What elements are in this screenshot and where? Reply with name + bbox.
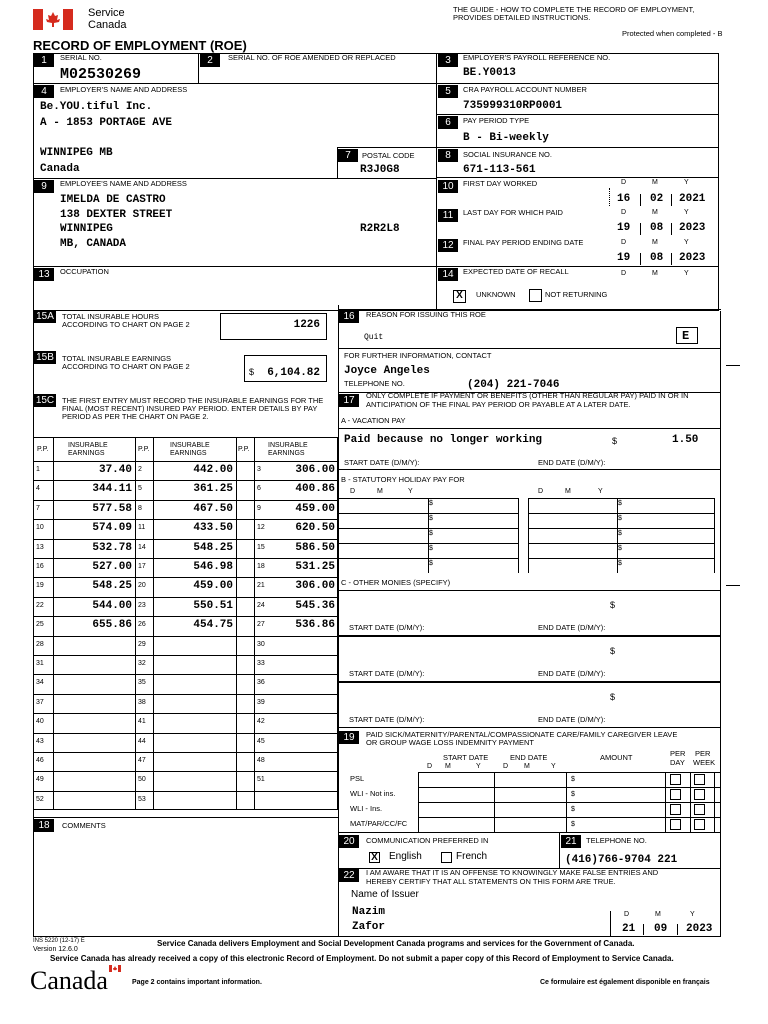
contact-name[interactable]: Joyce Angeles bbox=[344, 365, 430, 377]
box-14-number: 14 bbox=[438, 268, 458, 281]
pay-period-number: 33 bbox=[257, 660, 265, 667]
pay-period-number: 28 bbox=[36, 640, 44, 648]
y-header: Y bbox=[684, 239, 689, 246]
pay-period-number: 38 bbox=[138, 698, 146, 706]
ie-header: INSURABLE bbox=[268, 442, 308, 449]
per-day-header-2: DAY bbox=[670, 758, 685, 767]
employee-province[interactable]: MB, CANADA bbox=[60, 238, 127, 250]
m-header: M bbox=[655, 911, 661, 918]
ie-header-2: EARNINGS bbox=[170, 450, 207, 457]
insurable-earnings-cell[interactable]: 306.00 bbox=[295, 464, 335, 476]
box-15c-number: 15C bbox=[35, 395, 55, 406]
stat-dollar: $ bbox=[429, 560, 433, 567]
pay-period-number: 29 bbox=[138, 640, 146, 648]
box-22-line-2: HEREBY CERTIFY THAT ALL STATEMENTS ON THIS FORM ARE TRUE. bbox=[366, 877, 616, 886]
insurable-earnings-cell[interactable]: 400.86 bbox=[295, 483, 335, 496]
d-header: D bbox=[621, 209, 627, 216]
leave-type-label: WLI - Not ins. bbox=[350, 789, 396, 798]
box-5-number: 5 bbox=[438, 85, 458, 98]
unknown-checkbox[interactable]: X bbox=[453, 290, 466, 303]
insurable-earnings-cell[interactable]: 546.98 bbox=[193, 561, 233, 573]
box-20-label: COMMUNICATION PREFERRED IN bbox=[366, 836, 489, 845]
insurable-earnings-cell[interactable]: 37.40 bbox=[98, 464, 132, 476]
footer-line-2: Service Canada has already received a copy of this electronic Record of Employment. Do not submit a paper copy of this Record of Employment to Service Canada. bbox=[50, 954, 674, 963]
employer-name[interactable]: Be.YOU.tiful Inc. bbox=[40, 101, 153, 113]
amount-header: AMOUNT bbox=[600, 753, 633, 762]
form-frame-lower bbox=[33, 311, 721, 937]
box-10-label: FIRST DAY WORKED bbox=[463, 179, 538, 188]
box-22-line-1: I AM AWARE THAT IT IS AN OFFENSE TO KNOWINGLY MAKE FALSE ENTRIES AND bbox=[366, 868, 659, 877]
first-day-m[interactable]: 02 bbox=[650, 193, 664, 205]
employer-address[interactable]: A - 1853 PORTAGE AVE bbox=[40, 117, 173, 129]
final-pay-d[interactable]: 19 bbox=[617, 252, 631, 264]
other-end-date: END DATE (D/M/Y): bbox=[538, 715, 606, 724]
box-3-label: EMPLOYER'S PAYROLL REFERENCE NO. bbox=[463, 53, 611, 62]
stat-holiday-label: B - STATUTORY HOLIDAY PAY FOR bbox=[341, 475, 465, 484]
leave-type-label: WLI - Ins. bbox=[350, 804, 383, 813]
insurable-earnings-cell[interactable]: 586.50 bbox=[295, 541, 335, 554]
m-header: M bbox=[565, 488, 571, 495]
box-9-label: EMPLOYEE'S NAME AND ADDRESS bbox=[60, 179, 187, 188]
box-6-number: 6 bbox=[438, 116, 458, 129]
box-15b-label-2: ACCORDING TO CHART ON PAGE 2 bbox=[62, 362, 190, 371]
insurable-earnings-cell[interactable]: 577.58 bbox=[92, 502, 132, 515]
y-header: Y bbox=[551, 763, 556, 770]
pay-period-number: 24 bbox=[257, 601, 265, 609]
pay-period-number: 21 bbox=[257, 582, 265, 590]
insurable-earnings-cell[interactable]: 531.25 bbox=[295, 561, 335, 573]
ie-header-2: EARNINGS bbox=[268, 450, 305, 457]
protected-note: Protected when completed - B bbox=[622, 29, 723, 38]
pay-period-number: 41 bbox=[138, 718, 146, 726]
pay-period-number: 35 bbox=[138, 679, 146, 687]
pay-period-number: 14 bbox=[138, 543, 146, 551]
pay-period-number: 34 bbox=[36, 679, 44, 687]
y-header: Y bbox=[684, 209, 689, 216]
pay-period-number: 19 bbox=[36, 582, 44, 590]
vacation-amount[interactable]: 1.50 bbox=[672, 434, 699, 446]
leave-dollar: $ bbox=[571, 791, 575, 798]
pay-period-number: 17 bbox=[138, 563, 146, 570]
pay-period-number: 15 bbox=[257, 543, 265, 551]
form-version: Version 12.6.0 bbox=[33, 946, 78, 953]
other-dollar: $ bbox=[610, 646, 616, 656]
issuer-label: Name of Issuer bbox=[351, 889, 419, 900]
insurable-earnings-cell[interactable]: 467.50 bbox=[193, 502, 233, 515]
issuer-first-name[interactable]: Nazim bbox=[352, 906, 386, 918]
pay-period-number: 2 bbox=[138, 466, 142, 473]
pay-period-number: 25 bbox=[36, 621, 44, 629]
leave-dollar: $ bbox=[571, 821, 575, 828]
english-checkbox[interactable]: X bbox=[369, 852, 380, 863]
box-4-label: EMPLOYER'S NAME AND ADDRESS bbox=[60, 85, 188, 94]
insurable-earnings-cell[interactable]: 532.78 bbox=[92, 541, 132, 554]
pay-period-number: 22 bbox=[36, 601, 44, 609]
d-header: D bbox=[621, 239, 627, 246]
insurable-earnings-cell[interactable]: 574.09 bbox=[92, 522, 132, 535]
per-day-header: PER bbox=[670, 749, 686, 758]
start-date-label: START DATE (D/M/Y): bbox=[344, 458, 420, 467]
pay-period-number: 1 bbox=[36, 466, 40, 473]
start-date-header: START DATE bbox=[443, 753, 489, 762]
pay-period-number: 45 bbox=[257, 737, 265, 745]
pay-period-number: 6 bbox=[257, 485, 261, 493]
pay-period-number: 27 bbox=[257, 621, 265, 629]
reason-code[interactable]: E bbox=[682, 329, 690, 343]
pay-period-number: 42 bbox=[257, 718, 265, 726]
pay-period-type[interactable]: B - Bi-weekly bbox=[463, 132, 549, 144]
other-dollar: $ bbox=[610, 692, 616, 702]
box-11-number: 11 bbox=[438, 209, 458, 222]
insurable-earnings-cell[interactable]: 655.86 bbox=[92, 619, 132, 632]
box-7-label: POSTAL CODE bbox=[362, 151, 415, 160]
dollar-sign: $ bbox=[249, 367, 255, 377]
insurable-earnings-cell[interactable]: 544.00 bbox=[92, 599, 132, 612]
stat-dollar: $ bbox=[429, 545, 433, 552]
service-label: Service bbox=[88, 7, 125, 19]
other-end-date: END DATE (D/M/Y): bbox=[538, 623, 606, 632]
contact-label: FOR FURTHER INFORMATION, CONTACT bbox=[344, 351, 492, 360]
stat-dollar: $ bbox=[618, 545, 622, 552]
m-header: M bbox=[652, 239, 658, 246]
insurable-earnings-cell[interactable]: 548.25 bbox=[193, 541, 233, 554]
y-header: Y bbox=[684, 179, 689, 186]
d-header: D bbox=[503, 763, 509, 770]
box-12-label: FINAL PAY PERIOD ENDING DATE bbox=[463, 238, 584, 247]
guide-note: THE GUIDE - HOW TO COMPLETE THE RECORD OF EMPLOYMENT, bbox=[453, 5, 695, 14]
issuer-last-name[interactable]: Zafor bbox=[352, 921, 386, 933]
pay-period-number: 31 bbox=[36, 660, 44, 667]
employer-city[interactable]: WINNIPEG MB bbox=[40, 147, 113, 159]
last-day-y[interactable]: 2023 bbox=[679, 222, 706, 234]
pp-header: P.P. bbox=[138, 446, 150, 453]
box-17-number: 17 bbox=[339, 394, 359, 407]
employer-country[interactable]: Canada bbox=[40, 163, 80, 175]
employer-postal-code[interactable]: R3J0G8 bbox=[360, 164, 400, 176]
box-8-number: 8 bbox=[438, 149, 458, 162]
first-day-y[interactable]: 2021 bbox=[679, 193, 706, 205]
pay-period-number: 39 bbox=[257, 698, 265, 706]
other-monies-label: C - OTHER MONIES (SPECIFY) bbox=[341, 578, 451, 587]
page-2-note: Page 2 contains important information. bbox=[132, 979, 262, 986]
insurable-earnings[interactable]: 6,104.82 bbox=[267, 367, 320, 379]
employee-postal-code[interactable]: R2R2L8 bbox=[360, 223, 400, 235]
insurable-earnings-cell[interactable]: 306.00 bbox=[295, 580, 335, 593]
end-date-header: END DATE bbox=[510, 753, 548, 762]
pay-period-number: 13 bbox=[36, 543, 44, 551]
pay-period-number: 4 bbox=[36, 485, 40, 493]
insurable-earnings-cell[interactable]: 620.50 bbox=[295, 522, 335, 535]
box-2-label: SERIAL NO. OF ROE AMENDED OR REPLACED bbox=[228, 53, 396, 62]
box-19-line-2: OR GROUP WAGE LOSS INDEMNITY PAYMENT bbox=[366, 738, 534, 747]
issuer-telephone[interactable]: (416)766-9704 221 bbox=[565, 854, 678, 866]
reason-text[interactable]: Quit bbox=[364, 333, 384, 342]
insurable-earnings-cell[interactable]: 548.25 bbox=[92, 580, 132, 593]
final-pay-y[interactable]: 2023 bbox=[679, 252, 706, 264]
box-8-label: SOCIAL INSURANCE NO. bbox=[463, 150, 552, 159]
d-header: D bbox=[621, 179, 627, 186]
pay-period-number: 48 bbox=[257, 757, 265, 764]
pay-period-number: 47 bbox=[138, 757, 146, 764]
pay-period-number: 36 bbox=[257, 679, 265, 687]
insurable-earnings-cell[interactable]: 454.75 bbox=[193, 619, 233, 632]
vacation-pay-label: A - VACATION PAY bbox=[341, 416, 406, 425]
m-header: M bbox=[652, 179, 658, 186]
stat-dollar: $ bbox=[618, 500, 622, 507]
pay-period-number: 40 bbox=[36, 718, 44, 726]
other-start-date: START DATE (D/M/Y): bbox=[349, 715, 425, 724]
insurable-earnings-cell[interactable]: 361.25 bbox=[193, 483, 233, 496]
box-9-number: 9 bbox=[34, 180, 54, 193]
english-label: English bbox=[389, 851, 422, 862]
insurable-earnings-cell[interactable]: 459.00 bbox=[295, 502, 335, 515]
stat-dollar: $ bbox=[429, 515, 433, 522]
pay-period-number: 12 bbox=[257, 524, 265, 532]
pay-period-number: 11 bbox=[138, 524, 146, 532]
stat-dollar: $ bbox=[429, 500, 433, 507]
last-day-m[interactable]: 08 bbox=[650, 222, 664, 234]
y-header: Y bbox=[598, 488, 603, 495]
pay-period-number: 50 bbox=[138, 776, 146, 784]
box-12-number: 12 bbox=[438, 239, 458, 252]
insurable-earnings-cell[interactable]: 442.00 bbox=[193, 464, 233, 476]
unknown-label: UNKNOWN bbox=[476, 290, 516, 299]
box-13-label: OCCUPATION bbox=[60, 267, 109, 276]
pay-period-number: 8 bbox=[138, 504, 142, 512]
d-header: D bbox=[427, 763, 433, 770]
issue-y[interactable]: 2023 bbox=[686, 923, 713, 935]
box-5-label: CRA PAYROLL ACCOUNT NUMBER bbox=[463, 85, 587, 94]
ie-header: INSURABLE bbox=[170, 442, 210, 449]
insurable-earnings-cell[interactable]: 344.11 bbox=[92, 483, 132, 496]
pay-period-number: 7 bbox=[36, 504, 40, 512]
box-17-line-1: ONLY COMPLETE IF PAYMENT OR BENEFITS (OTHER THAN REGULAR PAY) PAID IN OR IN bbox=[366, 391, 689, 400]
contact-telephone[interactable]: (204) 221-7046 bbox=[467, 379, 560, 391]
other-start-date: START DATE (D/M/Y): bbox=[349, 669, 425, 678]
pay-period-number: 49 bbox=[36, 776, 44, 784]
m-header: M bbox=[445, 763, 451, 770]
insurable-earnings-cell[interactable]: 459.00 bbox=[193, 580, 233, 593]
stat-dollar: $ bbox=[618, 560, 622, 567]
footer-line-1: Service Canada delivers Employment and Social Development Canada programs and services for the Government of Canada. bbox=[157, 939, 635, 948]
box-15a-label-2: ACCORDING TO CHART ON PAGE 2 bbox=[62, 320, 190, 329]
box-11-label: LAST DAY FOR WHICH PAID bbox=[463, 208, 563, 217]
per-week-header: PER bbox=[695, 749, 711, 758]
box-13-number: 13 bbox=[34, 268, 54, 281]
canada-flag-icon bbox=[33, 9, 73, 30]
box-1-label: SERIAL NO. bbox=[60, 53, 102, 62]
payroll-reference[interactable]: BE.Y0013 bbox=[463, 67, 516, 79]
box-10-number: 10 bbox=[438, 180, 458, 193]
y-header: Y bbox=[684, 270, 689, 277]
box-15a-label: TOTAL INSURABLE HOURS bbox=[62, 312, 159, 321]
insurable-hours[interactable]: 1226 bbox=[293, 319, 320, 331]
telephone-label: TELEPHONE NO. bbox=[344, 379, 405, 388]
issue-m[interactable]: 09 bbox=[654, 923, 668, 935]
pay-period-number: 26 bbox=[138, 621, 146, 629]
pay-period-number: 20 bbox=[138, 582, 146, 590]
pay-period-number: 51 bbox=[257, 776, 265, 784]
pay-period-number: 3 bbox=[257, 466, 261, 473]
box-4-number: 4 bbox=[34, 85, 54, 98]
per-week-header-2: WEEK bbox=[693, 758, 716, 767]
insurable-earnings-cell[interactable]: 433.50 bbox=[193, 522, 233, 535]
pay-period-number: 30 bbox=[257, 640, 265, 648]
comments-label: COMMENTS bbox=[62, 821, 106, 830]
not-returning-checkbox[interactable] bbox=[529, 289, 542, 302]
pay-period-number: 37 bbox=[36, 698, 44, 706]
y-header: Y bbox=[408, 488, 413, 495]
box-21-number: 21 bbox=[561, 835, 581, 848]
leave-type-label: MAT/PAR/CC/FC bbox=[350, 819, 408, 828]
guide-note-2: PROVIDES DETAILED INSTRUCTIONS. bbox=[453, 13, 591, 22]
d-header: D bbox=[538, 488, 544, 495]
box-15c-line-1: THE FIRST ENTRY MUST RECORD THE INSURABLE EARNINGS FOR THE bbox=[62, 396, 324, 405]
vacation-dollar: $ bbox=[612, 436, 618, 446]
insurable-earnings-cell[interactable]: 536.86 bbox=[295, 619, 335, 632]
wordmark-flag-icon bbox=[109, 965, 121, 972]
french-note: Ce formulaire est également disponible en français bbox=[540, 979, 710, 986]
employee-street[interactable]: 138 DEXTER STREET bbox=[60, 209, 173, 221]
leave-dollar: $ bbox=[571, 806, 575, 813]
box-2-number: 2 bbox=[200, 54, 220, 67]
pay-period-number: 46 bbox=[36, 757, 44, 764]
box-17-line-2: ANTICIPATION OF THE FINAL PAY PERIOD OR PAYABLE AT A LATER DATE. bbox=[366, 400, 631, 409]
final-pay-m[interactable]: 08 bbox=[650, 252, 664, 264]
insurable-earnings-cell[interactable]: 545.36 bbox=[295, 599, 335, 612]
box-22-number: 22 bbox=[339, 869, 359, 882]
ie-header: INSURABLE bbox=[68, 442, 108, 449]
box-15b-label: TOTAL INSURABLE EARNINGS bbox=[62, 354, 172, 363]
pay-period-number: 52 bbox=[36, 795, 44, 803]
box-15a-number: 15A bbox=[34, 310, 56, 323]
m-header: M bbox=[377, 488, 383, 495]
box-21-label: TELEPHONE NO. bbox=[586, 836, 647, 845]
pay-period-number: 18 bbox=[257, 563, 265, 570]
french-label: French bbox=[456, 851, 488, 862]
pay-period-number: 16 bbox=[36, 563, 44, 570]
canada-label: Canada bbox=[88, 19, 127, 31]
m-header: M bbox=[652, 209, 658, 216]
leave-type-label: PSL bbox=[350, 774, 365, 783]
box-19-line-1: PAID SICK/MATERNITY/PARENTAL/COMPASSIONATE CARE/FAMILY CAREGIVER LEAVE bbox=[366, 730, 678, 739]
box-6-label: PAY PERIOD TYPE bbox=[463, 116, 530, 125]
d-header: D bbox=[624, 911, 630, 918]
pay-period-number: 23 bbox=[138, 601, 146, 609]
m-header: M bbox=[652, 270, 658, 277]
ie-header-2: EARNINGS bbox=[68, 450, 105, 457]
serial-number[interactable]: M02530269 bbox=[60, 66, 142, 83]
box-7-number: 7 bbox=[338, 149, 358, 162]
box-18-number: 18 bbox=[34, 819, 54, 832]
pp-header: P.P. bbox=[238, 446, 250, 453]
box-19-number: 19 bbox=[339, 731, 359, 744]
y-header: Y bbox=[690, 911, 695, 918]
box-16-number: 16 bbox=[339, 310, 359, 323]
leave-dollar: $ bbox=[571, 776, 575, 783]
end-date-label: END DATE (D/M/Y): bbox=[538, 458, 606, 467]
box-14-label: EXPECTED DATE OF RECALL bbox=[463, 267, 569, 276]
not-returning-label: NOT RETURNING bbox=[545, 290, 608, 299]
other-end-date: END DATE (D/M/Y): bbox=[538, 669, 606, 678]
box-1-number: 1 bbox=[34, 54, 54, 67]
d-header: D bbox=[350, 488, 356, 495]
box-20-number: 20 bbox=[339, 835, 359, 848]
stat-dollar: $ bbox=[429, 530, 433, 537]
pay-period-number: 5 bbox=[138, 485, 142, 493]
pay-period-number: 44 bbox=[138, 737, 146, 745]
pay-period-number: 53 bbox=[138, 795, 146, 803]
first-day-d[interactable]: 16 bbox=[617, 193, 631, 205]
employee-city[interactable]: WINNIPEG bbox=[60, 223, 113, 235]
y-header: Y bbox=[476, 763, 481, 770]
last-day-d[interactable]: 19 bbox=[617, 222, 631, 234]
box-15b-number: 15B bbox=[34, 351, 56, 364]
other-dollar: $ bbox=[610, 600, 616, 610]
page-title: RECORD OF EMPLOYMENT (ROE) bbox=[33, 38, 247, 53]
box-15c-line-3: PERIOD AS PER THE CHART ON PAGE 2. bbox=[62, 412, 209, 421]
employee-name[interactable]: IMELDA DE CASTRO bbox=[60, 194, 166, 206]
issue-d[interactable]: 21 bbox=[622, 923, 636, 935]
pay-period-number: 10 bbox=[36, 524, 44, 532]
box-15c-line-2: FINAL (MOST RECENT) INSURED PAY PERIOD. ENTER DETAILS BY PAY bbox=[62, 404, 318, 413]
stat-dollar: $ bbox=[618, 515, 622, 522]
canada-wordmark: Canada bbox=[30, 966, 108, 995]
pp-header: P.P. bbox=[37, 446, 49, 453]
pay-period-number: 9 bbox=[257, 504, 261, 512]
vacation-description[interactable]: Paid because no longer working bbox=[344, 434, 543, 446]
cra-account[interactable]: 735999310RP0001 bbox=[463, 100, 563, 112]
box-16-label: REASON FOR ISSUING THIS ROE bbox=[366, 310, 486, 319]
m-header: M bbox=[524, 763, 530, 770]
stat-dollar: $ bbox=[618, 530, 622, 537]
pay-period-number: 43 bbox=[36, 737, 44, 745]
insurable-earnings-cell[interactable]: 550.51 bbox=[193, 599, 233, 612]
insurable-earnings-cell[interactable]: 527.00 bbox=[92, 561, 132, 573]
social-insurance-number[interactable]: 671-113-561 bbox=[463, 164, 536, 176]
box-3-number: 3 bbox=[438, 54, 458, 67]
form-number: INS 5220 (12-17) E bbox=[33, 938, 85, 944]
other-start-date: START DATE (D/M/Y): bbox=[349, 623, 425, 632]
d-header: D bbox=[621, 270, 627, 277]
pay-period-number: 32 bbox=[138, 660, 146, 667]
